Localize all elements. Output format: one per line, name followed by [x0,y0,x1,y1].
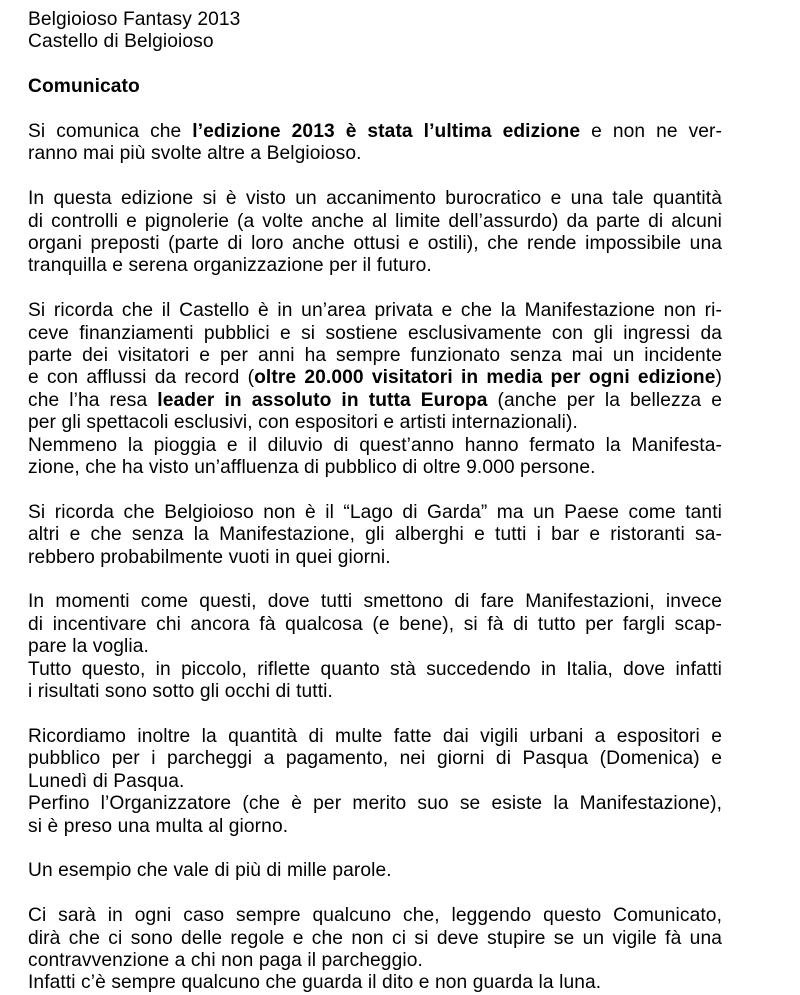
paragraph-line: di controlli e pignolerie (a volte anche al limite dell’assurdo) da parte di alcuni [28,210,722,232]
paragraph-line: ceve finanziamenti pubblici e si sostiene esclusivamente con gli ingressi da [28,322,722,344]
paragraph-line: altri e che senza la Manifestazione, gli alberghi e tutti i bar e ristoranti sa- [28,524,722,546]
spacer [28,99,722,121]
paragraph-line: Un esempio che vale di più di mille parole. [28,860,392,882]
paragraph-line: tranquilla e serena organizzazione per il futuro. [28,255,432,277]
paragraph-line: Perfino l’Organizzatore (che è per merito suo se esiste la Manifestazione), [28,793,722,815]
paragraph-1 [28,121,722,166]
text-run: e non ne ver- [580,121,723,142]
bold-text: l’edizione 2013 è stata l’ultima edizione [192,121,581,142]
paragraph-line: si è preso una multa al giorno. [28,815,289,837]
paragraph-line: Nemmeno la pioggia e il diluvio di quest’anno hanno fermato la Manifesta- [28,434,722,456]
paragraph-line [28,121,722,143]
paragraph-line [28,390,722,412]
paragraph-line: Si ricorda che il Castello è in un’area privata e che la Manifestazione non ri- [28,300,722,322]
spacer [28,166,722,188]
paragraph-line: Ricordiamo inoltre la quantità di multe fatte dai vigili urbani a espositori e [28,725,722,747]
header-block [28,9,722,54]
paragraph-line: organi preposti (parte di loro anche ottusi e ostili), che rende impossibile una [28,233,722,255]
text-run: che l’ha resa [28,389,158,411]
bold-text: leader in assoluto in tutta Europa [157,389,488,411]
paragraph-line: Tutto questo, in piccolo, riflette quanto stà succedendo in Italia, dove infatti [28,658,722,680]
paragraph-2 [28,188,722,278]
paragraph-line: Si ricorda che Belgioioso non è il “Lago di Garda” ma un Paese come tanti [28,501,722,523]
text-run: (anche per la bellezza e [487,389,722,411]
header-line: Castello di Belgioioso [28,31,214,53]
text-run: e con afflussi da record ( [28,367,255,389]
paragraph-line: In momenti come questi, dove tutti smettono di fare Manifestazioni, invece [28,591,722,613]
spacer [28,883,722,905]
spacer [28,54,722,76]
spacer [28,569,722,591]
paragraph-line: per gli spettacoli esclusivi, con espositori e artisti internazionali). [28,412,578,434]
paragraph-5 [28,591,722,703]
paragraph-line: Ci sarà in ogni caso sempre qualcuno che, leggendo questo Comunicato, [28,905,722,927]
paragraph-line: contravvenzione a chi non paga il parcheggio. [28,949,423,971]
document-page [28,9,722,995]
paragraph-line: dirà che ci sono delle regole e che non ci si deve stupire se un vigile fà una [28,927,722,949]
bold-text: oltre 20.000 visitatori in media per ogni edizione [254,367,716,389]
paragraph-3 [28,300,722,479]
paragraph-line: pare la voglia. [28,636,149,658]
paragraph-line: di incentivare chi ancora fà qualcosa (e bene), si fà di tutto per fargli scap- [28,613,722,635]
text-run: ) [715,367,722,389]
paragraph-line: zione, che ha visto un’affluenza di pubblico di oltre 9.000 persone. [28,457,596,479]
spacer [28,479,722,501]
spacer [28,704,722,726]
paragraph-line [28,367,722,389]
paragraph-line: In questa edizione si è visto un accanimento burocratico e una tale quantità [28,188,722,210]
spacer [28,278,722,300]
paragraph-line: Infatti c’è sempre qualcuno che guarda il dito e non guarda la luna. [28,972,602,994]
paragraph-line: Lunedì di Pasqua. [28,770,185,792]
text-run: Si comunica che [28,121,193,142]
paragraph-line: i risultati sono sotto gli occhi di tutti. [28,681,333,703]
header-line: Belgioioso Fantasy 2013 [28,9,241,30]
paragraph-4 [28,502,722,569]
paragraph-line: parte dei visitatori e per anni ha sempre funzionato senza mai un incidente [28,345,722,367]
paragraph-7 [28,860,722,882]
paragraph-6 [28,726,722,838]
paragraph-line: rebbero probabilmente vuoti in quei giorni. [28,546,391,568]
paragraph-line: ranno mai più svolte altre a Belgioioso. [28,143,362,165]
spacer [28,838,722,860]
paragraph-line: pubblico per i parcheggi a pagamento, nei giorni di Pasqua (Domenica) e [28,748,722,770]
document-title: Comunicato [28,76,140,98]
paragraph-8 [28,905,722,995]
